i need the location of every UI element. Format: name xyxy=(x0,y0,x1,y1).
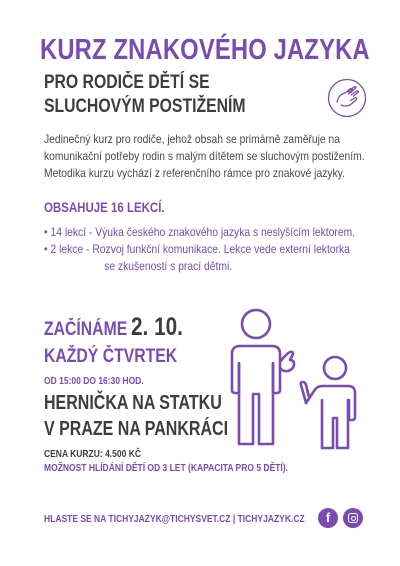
lessons-list xyxy=(44,224,400,275)
adult-child-signing-illustration xyxy=(218,304,373,454)
start-label: ZAČÍNÁME xyxy=(44,319,128,340)
list-item: • 14 lekcí - Výuka českého znakového jazyka s neslyšícím lektorem. xyxy=(44,225,356,239)
lessons-heading: OBSAHUJE 16 LEKCÍ. xyxy=(44,199,165,215)
intro-line-3: Metodika kurzu vychází z referenčního rámce pro znakové jazyky. xyxy=(44,166,345,180)
contact-line[interactable]: HLASTE SE NA TICHYJAZYK@TICHYSVET.CZ | TICHYJAZYK.CZ xyxy=(44,514,305,525)
subtitle-line-1: PRO RODIČE DĚTÍ SE xyxy=(44,72,210,93)
list-item: • 2 lekce - Rozvoj funkční komunikace. Lekce vede externí lektorka xyxy=(44,242,350,256)
subtitle-line-2: SLUCHOVÝM POSTIŽENÍM xyxy=(44,96,246,117)
time-label: OD 15:00 DO 16:30 HOD. xyxy=(44,376,144,387)
instagram-lens xyxy=(351,516,356,521)
intro-line-1: Jedinečný kurz pro rodiče, jehož obsah se primárně zaměřuje na xyxy=(44,132,341,146)
page-title: KURZ ZNAKOVÉHO JAZYKA xyxy=(40,34,370,66)
venue-line-2: V PRAZE NA PANKRÁCI xyxy=(44,418,229,440)
instagram-icon[interactable] xyxy=(343,508,363,528)
intro-line-2: komunikační potřeby rodin s malým dítětem se sluchovým postižením. xyxy=(44,149,365,163)
facebook-icon[interactable]: f xyxy=(318,508,338,528)
weekday-label: KAŽDÝ ČTVRTEK xyxy=(44,346,178,367)
intro-paragraph xyxy=(44,131,374,182)
start-date: 2. 10. xyxy=(130,313,183,341)
signing-hands-logo-icon xyxy=(327,78,367,118)
list-item-continuation: se zkušeností s prací dětmi. xyxy=(104,259,233,273)
course-price: CENA KURZU: 4.500 KČ xyxy=(44,449,141,460)
start-date-row xyxy=(44,313,193,342)
venue-line-1: HERNIČKA NA STATKU xyxy=(44,392,222,414)
childcare-note: MOŽNOST HLÍDÁNÍ DĚTÍ OD 3 LET (KAPACITA PRO 5 DĚTÍ). xyxy=(44,463,288,474)
